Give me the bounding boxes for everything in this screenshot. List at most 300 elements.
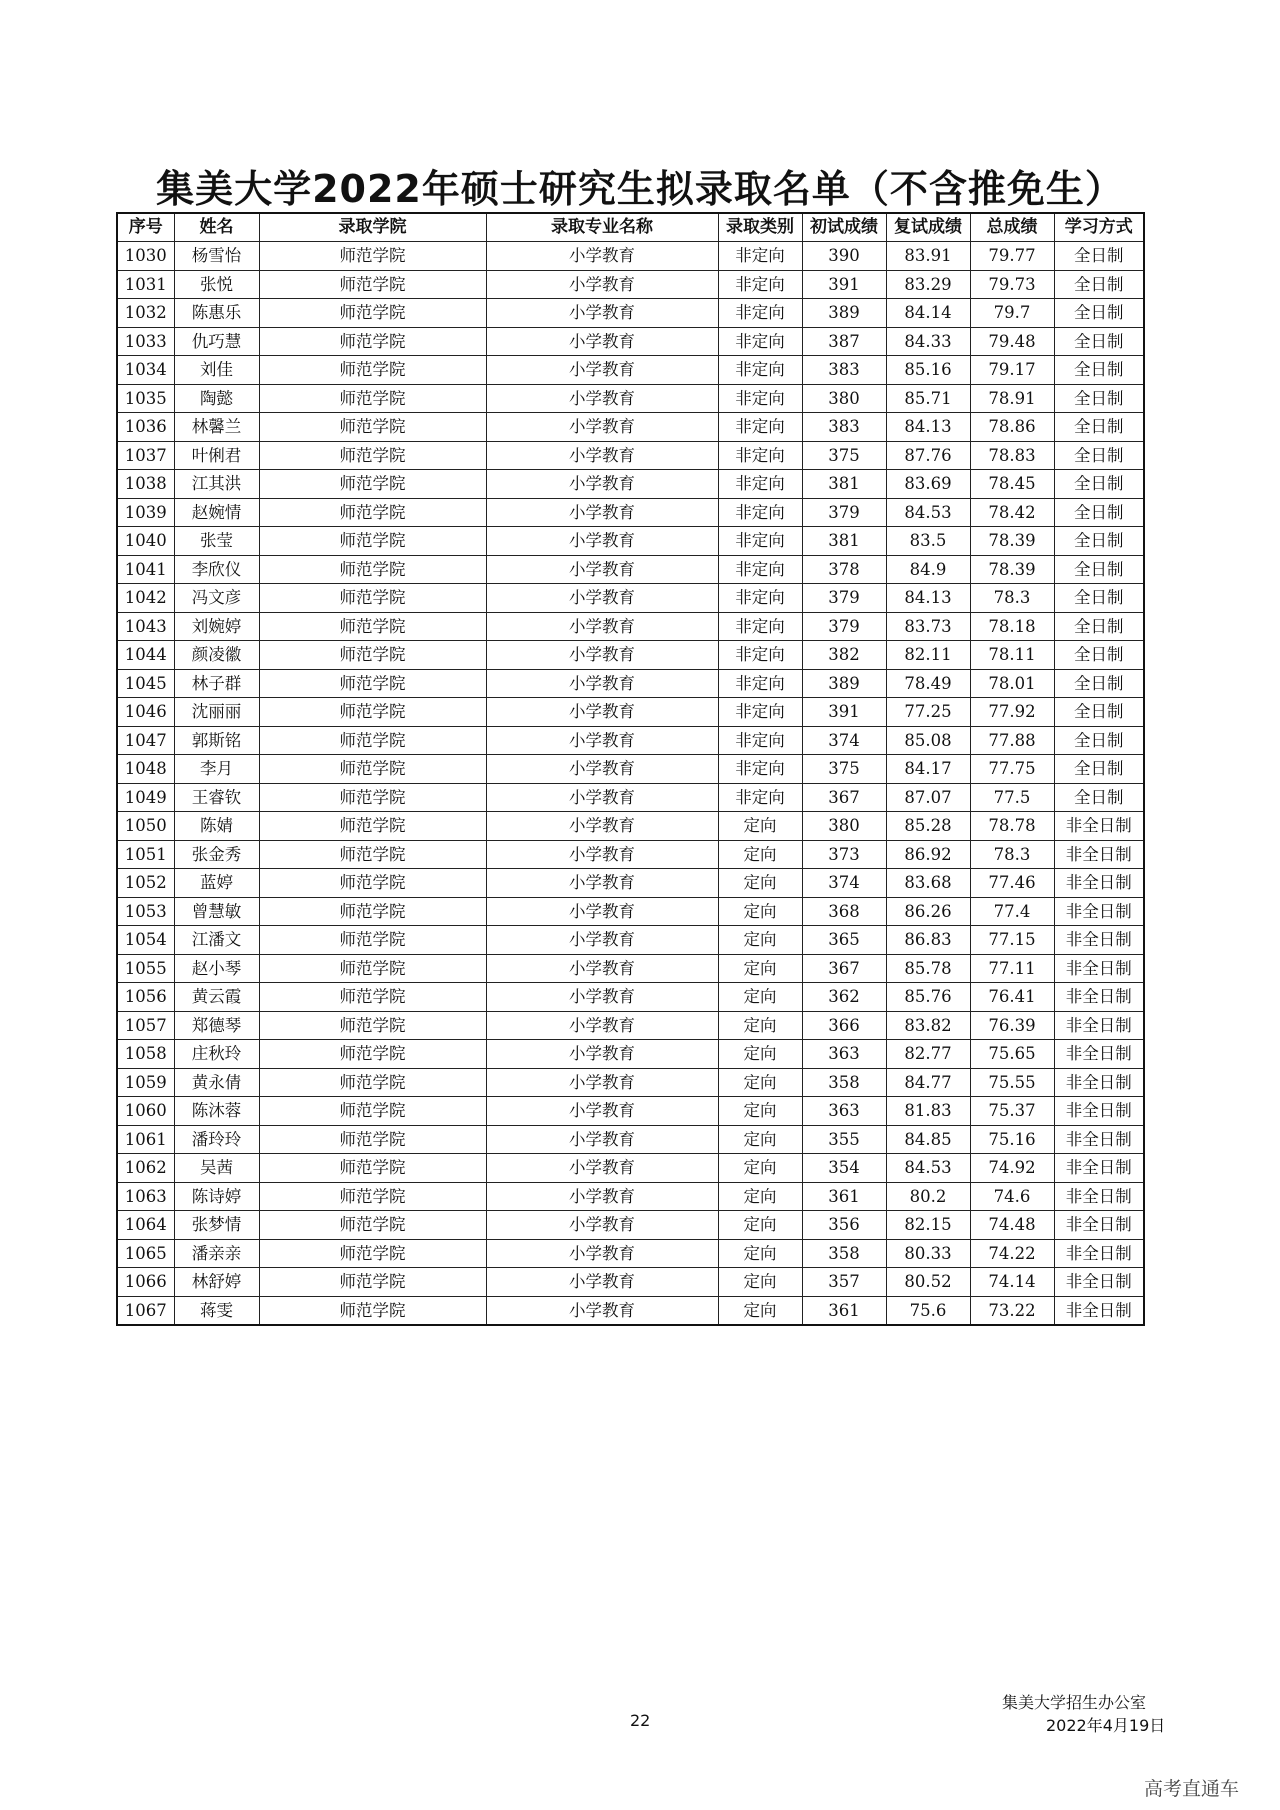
table-cell: 78.49 <box>886 669 970 698</box>
table-cell: 389 <box>802 669 886 698</box>
table-cell: 84.77 <box>886 1068 970 1097</box>
table-cell: 1050 <box>117 812 174 841</box>
table-cell: 林馨兰 <box>174 413 259 442</box>
table-cell: 381 <box>802 527 886 556</box>
table-cell: 小学教育 <box>486 926 718 955</box>
header-cell: 初试成绩 <box>802 213 886 242</box>
table-cell: 定向 <box>718 1040 802 1069</box>
table-cell: 非定向 <box>718 612 802 641</box>
table-cell: 非全日制 <box>1054 1239 1144 1268</box>
table-cell: 小学教育 <box>486 413 718 442</box>
table-cell: 76.39 <box>970 1011 1054 1040</box>
table-cell: 84.53 <box>886 498 970 527</box>
table-cell: 75.6 <box>886 1296 970 1325</box>
table-cell: 1064 <box>117 1211 174 1240</box>
table-row <box>117 384 1144 413</box>
table-cell: 1043 <box>117 612 174 641</box>
table-cell: 定向 <box>718 1182 802 1211</box>
table-cell: 75.65 <box>970 1040 1054 1069</box>
table-cell: 沈丽丽 <box>174 698 259 727</box>
table-cell: 非全日制 <box>1054 812 1144 841</box>
table-cell: 非全日制 <box>1054 1296 1144 1325</box>
table-cell: 定向 <box>718 983 802 1012</box>
table-cell: 小学教育 <box>486 983 718 1012</box>
table-cell: 79.17 <box>970 356 1054 385</box>
header-cell: 录取专业名称 <box>486 213 718 242</box>
table-cell: 张梦情 <box>174 1211 259 1240</box>
table-cell: 83.73 <box>886 612 970 641</box>
table-cell: 小学教育 <box>486 527 718 556</box>
watermark: 高考直通车 <box>1144 1778 1240 1800</box>
table-cell: 师范学院 <box>259 1097 486 1126</box>
table-cell: 师范学院 <box>259 954 486 983</box>
table-cell: 定向 <box>718 1268 802 1297</box>
table-row <box>117 270 1144 299</box>
table-row <box>117 299 1144 328</box>
table-cell: 全日制 <box>1054 270 1144 299</box>
table-cell: 358 <box>802 1068 886 1097</box>
table-cell: 小学教育 <box>486 698 718 727</box>
table-cell: 84.13 <box>886 413 970 442</box>
table-cell: 全日制 <box>1054 384 1144 413</box>
table-cell: 定向 <box>718 1296 802 1325</box>
table-cell: 78.18 <box>970 612 1054 641</box>
table-row <box>117 498 1144 527</box>
table-cell: 定向 <box>718 869 802 898</box>
table-cell: 李欣仪 <box>174 555 259 584</box>
table-cell: 380 <box>802 384 886 413</box>
table-cell: 83.68 <box>886 869 970 898</box>
table-cell: 非定向 <box>718 527 802 556</box>
table-cell: 1060 <box>117 1097 174 1126</box>
table-row <box>117 926 1144 955</box>
table-cell: 82.11 <box>886 641 970 670</box>
table-cell: 83.69 <box>886 470 970 499</box>
header-cell: 学习方式 <box>1054 213 1144 242</box>
table-cell: 小学教育 <box>486 726 718 755</box>
table-cell: 379 <box>802 498 886 527</box>
table-cell: 84.53 <box>886 1154 970 1183</box>
table-cell: 74.6 <box>970 1182 1054 1211</box>
table-row <box>117 669 1144 698</box>
table-cell: 小学教育 <box>486 755 718 784</box>
table-cell: 374 <box>802 726 886 755</box>
table-cell: 1063 <box>117 1182 174 1211</box>
table-row <box>117 441 1144 470</box>
table-cell: 师范学院 <box>259 1239 486 1268</box>
table-cell: 仇巧慧 <box>174 327 259 356</box>
issuing-office: 集美大学招生办公室 <box>1002 1693 1147 1712</box>
table-cell: 陈诗婷 <box>174 1182 259 1211</box>
table-cell: 定向 <box>718 1097 802 1126</box>
table-cell: 78.78 <box>970 812 1054 841</box>
table-cell: 361 <box>802 1296 886 1325</box>
table-cell: 林舒婷 <box>174 1268 259 1297</box>
table-cell: 76.41 <box>970 983 1054 1012</box>
table-cell: 定向 <box>718 840 802 869</box>
table-cell: 小学教育 <box>486 1097 718 1126</box>
table-body <box>117 242 1144 1326</box>
table-row <box>117 755 1144 784</box>
table-cell: 师范学院 <box>259 641 486 670</box>
table-cell: 389 <box>802 299 886 328</box>
table-row <box>117 1011 1144 1040</box>
table-cell: 83.5 <box>886 527 970 556</box>
table-cell: 师范学院 <box>259 1154 486 1183</box>
table-cell: 84.9 <box>886 555 970 584</box>
table-cell: 77.46 <box>970 869 1054 898</box>
table-cell: 78.01 <box>970 669 1054 698</box>
table-cell: 蒋雯 <box>174 1296 259 1325</box>
table-row <box>117 327 1144 356</box>
table-row <box>117 356 1144 385</box>
header-cell: 录取类别 <box>718 213 802 242</box>
table-cell: 81.83 <box>886 1097 970 1126</box>
table-cell: 354 <box>802 1154 886 1183</box>
table-cell: 86.83 <box>886 926 970 955</box>
table-cell: 小学教育 <box>486 1068 718 1097</box>
table-cell: 非定向 <box>718 669 802 698</box>
table-cell: 张金秀 <box>174 840 259 869</box>
table-cell: 非全日制 <box>1054 1125 1144 1154</box>
table-cell: 小学教育 <box>486 869 718 898</box>
table-cell: 非定向 <box>718 470 802 499</box>
table-cell: 小学教育 <box>486 641 718 670</box>
table-cell: 师范学院 <box>259 812 486 841</box>
table-cell: 非全日制 <box>1054 840 1144 869</box>
table-cell: 非全日制 <box>1054 1182 1144 1211</box>
table-cell: 1030 <box>117 242 174 271</box>
table-cell: 小学教育 <box>486 1125 718 1154</box>
table-cell: 387 <box>802 327 886 356</box>
table-cell: 85.28 <box>886 812 970 841</box>
table-cell: 非定向 <box>718 441 802 470</box>
table-cell: 1054 <box>117 926 174 955</box>
table-cell: 定向 <box>718 926 802 955</box>
table-cell: 75.16 <box>970 1125 1054 1154</box>
table-cell: 1031 <box>117 270 174 299</box>
table-cell: 全日制 <box>1054 441 1144 470</box>
table-cell: 全日制 <box>1054 698 1144 727</box>
table-cell: 定向 <box>718 1125 802 1154</box>
table-cell: 77.92 <box>970 698 1054 727</box>
table-cell: 师范学院 <box>259 555 486 584</box>
table-cell: 非定向 <box>718 584 802 613</box>
table-cell: 全日制 <box>1054 498 1144 527</box>
table-cell: 77.4 <box>970 897 1054 926</box>
table-row <box>117 1040 1144 1069</box>
table-cell: 非定向 <box>718 698 802 727</box>
table-row <box>117 983 1144 1012</box>
table-cell: 非全日制 <box>1054 869 1144 898</box>
table-cell: 非全日制 <box>1054 1068 1144 1097</box>
table-cell: 杨雪怡 <box>174 242 259 271</box>
table-cell: 1048 <box>117 755 174 784</box>
table-row <box>117 954 1144 983</box>
table-cell: 83.29 <box>886 270 970 299</box>
table-cell: 373 <box>802 840 886 869</box>
table-cell: 375 <box>802 441 886 470</box>
table-cell: 小学教育 <box>486 954 718 983</box>
table-row <box>117 555 1144 584</box>
table-cell: 1059 <box>117 1068 174 1097</box>
header-cell: 序号 <box>117 213 174 242</box>
table-cell: 师范学院 <box>259 470 486 499</box>
table-cell: 1055 <box>117 954 174 983</box>
table-cell: 李月 <box>174 755 259 784</box>
table-cell: 陶懿 <box>174 384 259 413</box>
table-cell: 77.15 <box>970 926 1054 955</box>
table-cell: 78.11 <box>970 641 1054 670</box>
table-cell: 381 <box>802 470 886 499</box>
table-cell: 1062 <box>117 1154 174 1183</box>
table-cell: 86.92 <box>886 840 970 869</box>
table-cell: 1038 <box>117 470 174 499</box>
table-cell: 小学教育 <box>486 1011 718 1040</box>
table-cell: 85.08 <box>886 726 970 755</box>
table-cell: 蓝婷 <box>174 869 259 898</box>
table-cell: 79.7 <box>970 299 1054 328</box>
table-cell: 赵婉情 <box>174 498 259 527</box>
table-cell: 1051 <box>117 840 174 869</box>
table-cell: 江其洪 <box>174 470 259 499</box>
header-cell: 复试成绩 <box>886 213 970 242</box>
table-cell: 非定向 <box>718 270 802 299</box>
table-cell: 师范学院 <box>259 926 486 955</box>
table-cell: 曾慧敏 <box>174 897 259 926</box>
table-cell: 师范学院 <box>259 270 486 299</box>
table-cell: 1061 <box>117 1125 174 1154</box>
table-cell: 367 <box>802 783 886 812</box>
table-cell: 1056 <box>117 983 174 1012</box>
table-cell: 小学教育 <box>486 555 718 584</box>
table-cell: 74.92 <box>970 1154 1054 1183</box>
table-cell: 非定向 <box>718 299 802 328</box>
table-cell: 定向 <box>718 954 802 983</box>
table-cell: 师范学院 <box>259 897 486 926</box>
table-cell: 郑德琴 <box>174 1011 259 1040</box>
table-cell: 非全日制 <box>1054 1211 1144 1240</box>
table-cell: 全日制 <box>1054 755 1144 784</box>
table-cell: 382 <box>802 641 886 670</box>
table-cell: 师范学院 <box>259 783 486 812</box>
table-cell: 定向 <box>718 1011 802 1040</box>
table-cell: 74.22 <box>970 1239 1054 1268</box>
table-cell: 小学教育 <box>486 299 718 328</box>
table-cell: 刘佳 <box>174 356 259 385</box>
table-cell: 380 <box>802 812 886 841</box>
table-cell: 师范学院 <box>259 983 486 1012</box>
table-cell: 84.17 <box>886 755 970 784</box>
table-cell: 陈婧 <box>174 812 259 841</box>
table-cell: 368 <box>802 897 886 926</box>
table-cell: 1042 <box>117 584 174 613</box>
table-cell: 张莹 <box>174 527 259 556</box>
table-cell: 赵小琴 <box>174 954 259 983</box>
table-cell: 1040 <box>117 527 174 556</box>
table-cell: 小学教育 <box>486 356 718 385</box>
table-cell: 77.75 <box>970 755 1054 784</box>
table-cell: 师范学院 <box>259 584 486 613</box>
table-cell: 小学教育 <box>486 1239 718 1268</box>
table-cell: 小学教育 <box>486 1182 718 1211</box>
table-cell: 定向 <box>718 1239 802 1268</box>
table-cell: 75.55 <box>970 1068 1054 1097</box>
table-cell: 小学教育 <box>486 1296 718 1325</box>
table-cell: 78.42 <box>970 498 1054 527</box>
table-cell: 非全日制 <box>1054 1097 1144 1126</box>
table-cell: 潘亲亲 <box>174 1239 259 1268</box>
table-cell: 小学教育 <box>486 1268 718 1297</box>
table-row <box>117 527 1144 556</box>
table-cell: 小学教育 <box>486 1040 718 1069</box>
table-cell: 叶俐君 <box>174 441 259 470</box>
table-cell: 全日制 <box>1054 299 1144 328</box>
table-row <box>117 1068 1144 1097</box>
table-cell: 师范学院 <box>259 1211 486 1240</box>
table-cell: 非全日制 <box>1054 1154 1144 1183</box>
table-cell: 74.14 <box>970 1268 1054 1297</box>
table-cell: 1053 <box>117 897 174 926</box>
table-cell: 师范学院 <box>259 441 486 470</box>
table-cell: 庄秋玲 <box>174 1040 259 1069</box>
table-cell: 357 <box>802 1268 886 1297</box>
table-cell: 刘婉婷 <box>174 612 259 641</box>
table-row <box>117 783 1144 812</box>
table-cell: 79.73 <box>970 270 1054 299</box>
table-cell: 全日制 <box>1054 327 1144 356</box>
table-cell: 367 <box>802 954 886 983</box>
table-cell: 非定向 <box>718 555 802 584</box>
table-cell: 1035 <box>117 384 174 413</box>
table-cell: 小学教育 <box>486 669 718 698</box>
table-cell: 小学教育 <box>486 327 718 356</box>
table-row <box>117 1239 1144 1268</box>
table-row <box>117 1097 1144 1126</box>
table-cell: 79.48 <box>970 327 1054 356</box>
table-cell: 1047 <box>117 726 174 755</box>
table-row <box>117 698 1144 727</box>
admission-table <box>116 212 1145 1326</box>
table-row <box>117 840 1144 869</box>
table-cell: 358 <box>802 1239 886 1268</box>
table-cell: 80.52 <box>886 1268 970 1297</box>
table-cell: 363 <box>802 1097 886 1126</box>
table-row <box>117 242 1144 271</box>
table-cell: 师范学院 <box>259 527 486 556</box>
table-cell: 1039 <box>117 498 174 527</box>
table-cell: 全日制 <box>1054 612 1144 641</box>
table-cell: 77.25 <box>886 698 970 727</box>
table-cell: 冯文彦 <box>174 584 259 613</box>
table-cell: 1037 <box>117 441 174 470</box>
table-cell: 师范学院 <box>259 755 486 784</box>
table-cell: 361 <box>802 1182 886 1211</box>
table-cell: 383 <box>802 356 886 385</box>
table-cell: 全日制 <box>1054 527 1144 556</box>
table-cell: 83.91 <box>886 242 970 271</box>
table-cell: 小学教育 <box>486 584 718 613</box>
table-cell: 颜凌徽 <box>174 641 259 670</box>
table-cell: 非定向 <box>718 783 802 812</box>
table-cell: 师范学院 <box>259 384 486 413</box>
table-cell: 87.76 <box>886 441 970 470</box>
table-cell: 非定向 <box>718 726 802 755</box>
table-cell: 江潘文 <box>174 926 259 955</box>
table-cell: 陈惠乐 <box>174 299 259 328</box>
header-cell: 总成绩 <box>970 213 1054 242</box>
table-cell: 1032 <box>117 299 174 328</box>
table-cell: 391 <box>802 698 886 727</box>
table-cell: 师范学院 <box>259 840 486 869</box>
table-cell: 84.85 <box>886 1125 970 1154</box>
table-cell: 1036 <box>117 413 174 442</box>
table-cell: 非定向 <box>718 356 802 385</box>
table-cell: 1058 <box>117 1040 174 1069</box>
table-cell: 非定向 <box>718 413 802 442</box>
header-cell: 录取学院 <box>259 213 486 242</box>
table-cell: 77.88 <box>970 726 1054 755</box>
table-cell: 1046 <box>117 698 174 727</box>
table-cell: 小学教育 <box>486 384 718 413</box>
table-cell: 非全日制 <box>1054 897 1144 926</box>
issue-date: 2022年4月19日 <box>1046 1716 1166 1735</box>
table-cell: 非全日制 <box>1054 926 1144 955</box>
table-cell: 林子群 <box>174 669 259 698</box>
table-cell: 师范学院 <box>259 1011 486 1040</box>
header-cell: 姓名 <box>174 213 259 242</box>
table-cell: 非定向 <box>718 755 802 784</box>
table-cell: 78.39 <box>970 527 1054 556</box>
table-cell: 80.2 <box>886 1182 970 1211</box>
table-cell: 师范学院 <box>259 1125 486 1154</box>
table-row <box>117 869 1144 898</box>
table-row <box>117 1154 1144 1183</box>
table-cell: 张悦 <box>174 270 259 299</box>
table-cell: 小学教育 <box>486 812 718 841</box>
table-cell: 全日制 <box>1054 783 1144 812</box>
table-cell: 定向 <box>718 1211 802 1240</box>
table-cell: 全日制 <box>1054 726 1144 755</box>
table-cell: 375 <box>802 755 886 784</box>
table-cell: 78.86 <box>970 413 1054 442</box>
table-cell: 小学教育 <box>486 897 718 926</box>
table-cell: 小学教育 <box>486 1211 718 1240</box>
table-cell: 非全日制 <box>1054 1268 1144 1297</box>
table-cell: 390 <box>802 242 886 271</box>
table-row <box>117 1125 1144 1154</box>
table-row <box>117 1268 1144 1297</box>
table-cell: 83.82 <box>886 1011 970 1040</box>
table-row <box>117 812 1144 841</box>
table-cell: 85.71 <box>886 384 970 413</box>
table-cell: 小学教育 <box>486 270 718 299</box>
table-cell: 86.26 <box>886 897 970 926</box>
table-cell: 潘玲玲 <box>174 1125 259 1154</box>
table-cell: 师范学院 <box>259 299 486 328</box>
table-cell: 小学教育 <box>486 612 718 641</box>
document-title: 集美大学2022年硕士研究生拟录取名单（不含推免生） <box>156 167 1124 211</box>
table-cell: 非定向 <box>718 242 802 271</box>
table-cell: 黄永倩 <box>174 1068 259 1097</box>
table-cell: 定向 <box>718 1154 802 1183</box>
table-cell: 365 <box>802 926 886 955</box>
table-cell: 1052 <box>117 869 174 898</box>
table-cell: 定向 <box>718 812 802 841</box>
table-cell: 师范学院 <box>259 242 486 271</box>
table-cell: 85.16 <box>886 356 970 385</box>
table-cell: 非全日制 <box>1054 1040 1144 1069</box>
